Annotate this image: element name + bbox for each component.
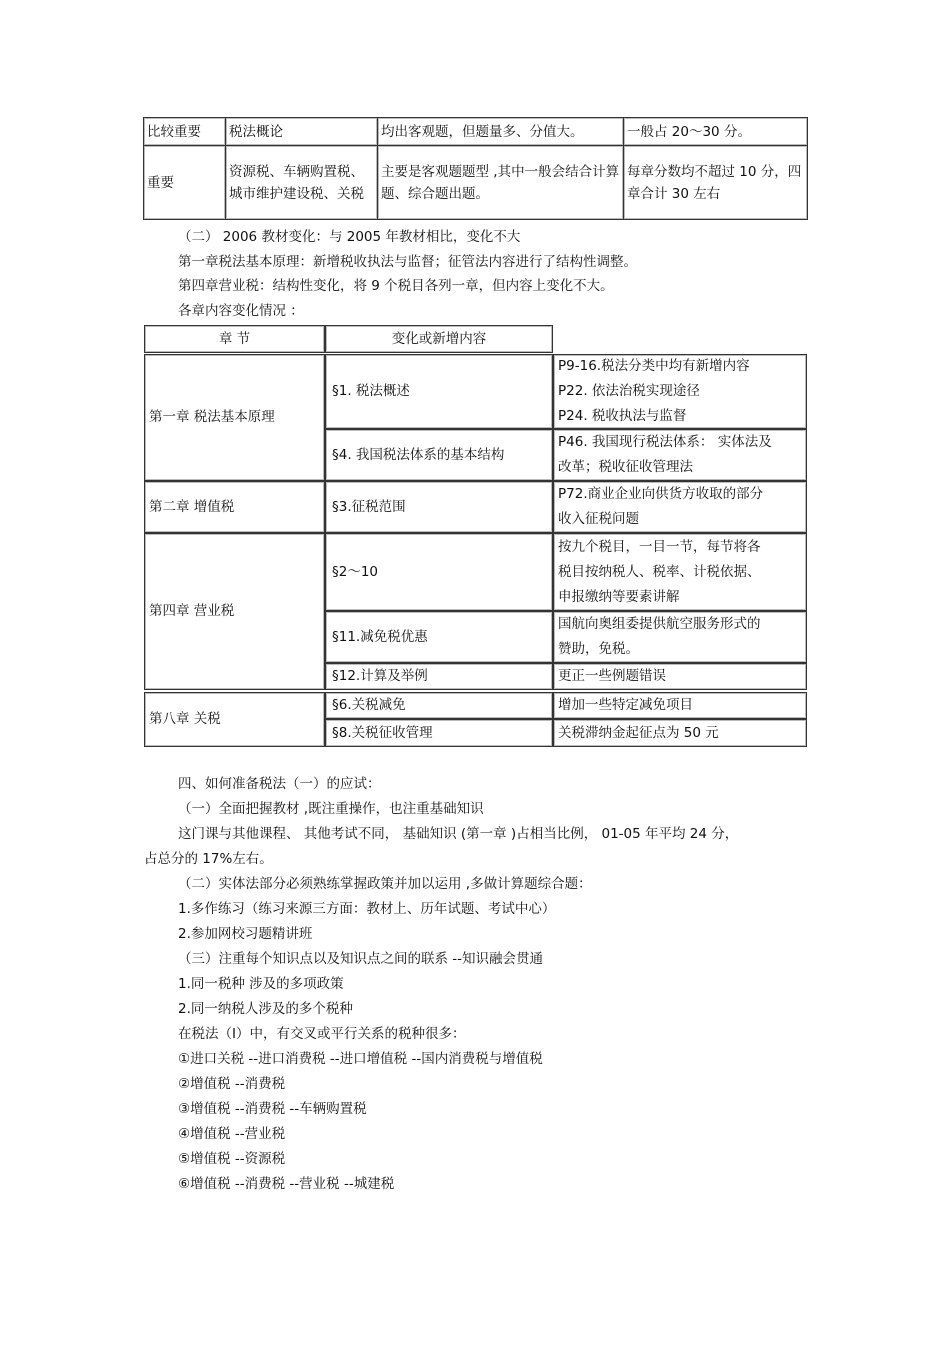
list-item: 2.同一纳税人涉及的多个税种 [178,1001,353,1017]
section-cell: §3.征税范围 [325,481,553,533]
chapter-changes-table [144,325,807,747]
question-type-cell: 主要是客观题题型 ,其中一般会结合计算题、综合题出题。 [378,146,624,220]
change-line: 收入征税问题 [558,511,639,527]
list-item: 1.多作练习（练习来源三方面：教材上、历年试题、考试中心） [178,901,556,917]
header-change: 变化或新增内容 [325,325,553,353]
section-heading: （二） 2006 教材变化：与 2005 年教材相比，变化不大 [178,229,521,245]
question-type-cell: 均出客观题，但题量多、分值大。 [378,118,624,146]
importance-level-cell: 重要 [144,146,226,220]
change-cell: 更正一些例题错误 [553,663,807,690]
change-line: P22. 依法治税实现途径 [558,383,700,399]
list-item: ④增值税 --营业税 [178,1126,286,1142]
importance-level-cell: 比较重要 [144,118,226,146]
chapter-cell: 第四章 营业税 [144,533,325,690]
subsection-heading: （三）注重每个知识点以及知识点之间的联系 --知识融会贯通 [178,951,544,967]
change-line: P9-16.税法分类中均有新增内容 [558,358,750,374]
list-item: ⑥增值税 --消费税 --营业税 --城建税 [178,1176,395,1192]
section-heading: 四、如何准备税法（一）的应试： [178,776,381,792]
change-line: P46. 我国现行税法体系： 实体法及 [558,434,772,450]
change-line: P24. 税收执法与监督 [558,408,687,424]
table-row [144,146,808,220]
chapters-cell: 资源税、车辆购置税、城市维护建设税、关税 [226,146,378,220]
change-line: 税目按纳税人、税率、计税依据、 [558,563,761,580]
list-item: ①进口关税 --进口消费税 --进口增值税 --国内消费税与增值税 [178,1051,543,1067]
change-cell [553,611,807,663]
paragraph: 第一章税法基本原理：新增税收执法与监督；征管法内容进行了结构性调整。 [178,254,637,270]
score-cell: 每章分数均不超过 10 分，四章合计 30 左右 [624,146,808,220]
change-line: 按九个税目，一目一节，每节将各 [558,538,761,555]
list-item: 1.同一税种 涉及的多项政策 [178,976,344,992]
change-cell [553,533,807,611]
section-cell: §2～10 [325,533,553,611]
subsection-heading: （一）全面把握教材 ,既注重操作，也注重基础知识 [178,801,484,817]
change-cell [553,354,807,429]
paragraph: 各章内容变化情况 ： [178,303,304,319]
paragraph: 占总分的 17%左右。 [144,851,273,867]
change-cell [553,429,807,481]
section-cell: §8.关税征收管理 [325,719,553,747]
section-cell: §4. 我国税法体系的基本结构 [325,429,553,481]
change-line: P72.商业企业向供货方收取的部分 [558,486,764,502]
header-chapter: 章 节 [144,325,325,353]
score-cell: 一般占 20～30 分。 [624,118,808,146]
paragraph: 这门课与其他课程、 其他考试不同， 基础知识 (第一章 )占相当比例， 01-05 年平均 24 分， [178,826,739,842]
change-line: 改革；税收征收管理法 [558,459,693,475]
change-cell: 增加一些特定减免项目 [553,692,807,719]
list-item: ②增值税 --消费税 [178,1076,286,1092]
chapter-cell: 第一章 税法基本原理 [144,354,325,481]
chapters-cell: 税法概论 [226,118,378,146]
list-item: ③增值税 --消费税 --车辆购置税 [178,1101,367,1117]
section-cell: §12.计算及举例 [325,663,553,690]
paragraph: 第四章营业税：结构性变化，将 9 个税目各列一章，但内容上变化不大。 [178,278,614,294]
paragraph: 在税法（Ⅰ）中，有交叉或平行关系的税种很多： [178,1026,466,1042]
section-cell: §1. 税法概述 [325,354,553,429]
change-line: 申报缴纳等要素讲解 [558,588,680,605]
change-line: 国航向奥组委提供航空服务形式的 [558,616,761,632]
list-item: ⑤增值税 --资源税 [178,1151,286,1167]
change-line: 赞助，免税。 [558,641,639,657]
table-row [144,118,808,146]
section-cell: §6.关税减免 [325,692,553,719]
section-cell: §11.减免税优惠 [325,611,553,663]
chapter-cell: 第二章 增值税 [144,481,325,533]
importance-table [143,117,808,220]
chapter-cell: 第八章 关税 [144,692,325,747]
change-cell: 关税滞纳金起征点为 50 元 [553,719,807,747]
change-cell [553,481,807,533]
subsection-heading: （二）实体法部分必须熟练掌握政策并加以运用 ,多做计算题综合题： [178,876,592,892]
list-item: 2.参加网校习题精讲班 [178,926,313,942]
